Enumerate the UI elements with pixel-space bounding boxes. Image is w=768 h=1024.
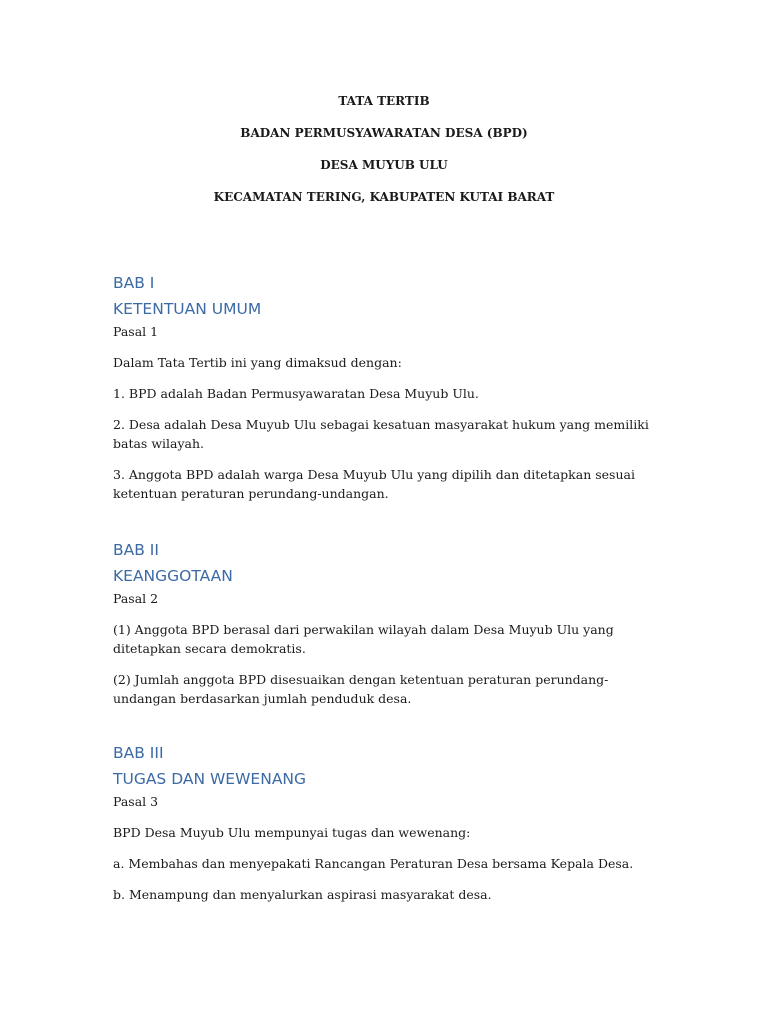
- section-bab-2: [113, 537, 658, 720]
- section-bab-1: [113, 270, 658, 515]
- bab-3-item-b: b. Menampung dan menyalurkan aspirasi masyarakat desa.: [113, 887, 492, 902]
- bab-1-intro: Dalam Tata Tertib ini yang dimaksud dengan:: [113, 355, 402, 370]
- bab-2-heading: KEANGGOTAAN: [113, 567, 233, 585]
- bab-3-heading: TUGAS DAN WEWENANG: [113, 770, 307, 788]
- bab-3-number: BAB III: [113, 744, 164, 762]
- bab-3-intro: BPD Desa Muyub Ulu mempunyai tugas dan wewenang:: [113, 825, 471, 840]
- bab-1-item-3: 3. Anggota BPD adalah warga Desa Muyub Ulu yang dipilih dan ditetapkan sesuai ketentuan peraturan perundang-undangan.: [113, 467, 635, 501]
- title-line-2: BADAN PERMUSYAWARATAN DESA (BPD): [240, 126, 528, 140]
- bab-2-number: BAB II: [113, 541, 159, 559]
- section-bab-3: [113, 740, 658, 916]
- bab-1-item-1: 1. BPD adalah Badan Permusyawaratan Desa Muyub Ulu.: [113, 386, 479, 401]
- bab-2-item-1: (1) Anggota BPD berasal dari perwakilan wilayah dalam Desa Muyub Ulu yang ditetapkan secara demokratis.: [113, 622, 614, 656]
- pasal-1-label: Pasal 1: [113, 324, 159, 339]
- bab-1-number: BAB I: [113, 274, 155, 292]
- bab-1-heading: KETENTUAN UMUM: [113, 300, 262, 318]
- bab-3-item-a: a. Membahas dan menyepakati Rancangan Peraturan Desa bersama Kepala Desa.: [113, 856, 634, 871]
- title-line-4: KECAMATAN TERING, KABUPATEN KUTAI BARAT: [213, 190, 555, 204]
- bab-2-item-2: (2) Jumlah anggota BPD disesuaikan dengan ketentuan peraturan perundang-undangan berdasarkan jumlah penduduk desa.: [113, 672, 609, 706]
- bab-1-item-2: 2. Desa adalah Desa Muyub Ulu sebagai kesatuan masyarakat hukum yang memiliki batas wilayah.: [113, 417, 649, 451]
- pasal-3-label: Pasal 3: [113, 794, 159, 809]
- document-title-block: [0, 92, 768, 220]
- title-line-3: DESA MUYUB ULU: [320, 158, 448, 172]
- title-line-1: TATA TERTIB: [338, 94, 430, 108]
- pasal-2-label: Pasal 2: [113, 591, 159, 606]
